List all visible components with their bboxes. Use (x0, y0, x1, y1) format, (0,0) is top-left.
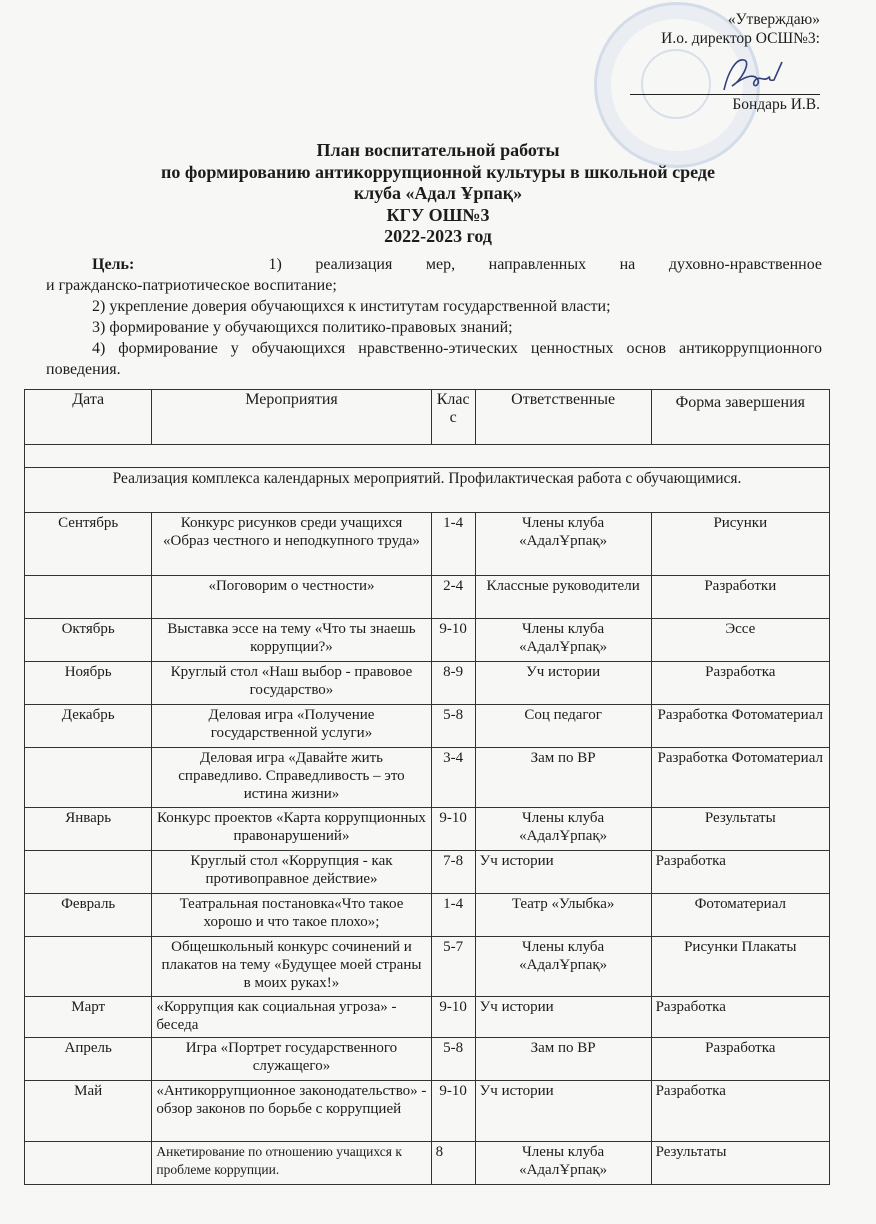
cell-date: Октябрь (25, 619, 152, 662)
cell-form: Разработка Фотоматериал (651, 705, 829, 748)
cell-event: «Антикоррупционное законодательство» - обзор законов по борьбе с коррупцией (152, 1081, 431, 1142)
cell-responsible: Уч истории (475, 662, 651, 705)
cell-class: 9-10 (431, 1081, 475, 1142)
cell-responsible: Члены клуба «АдалҰрпақ» (475, 808, 651, 851)
section-title: Реализация комплекса календарных мероприятий. Профилактическая работа с обучающимися. (25, 468, 830, 513)
table-row (25, 937, 830, 997)
cell-event: Игра «Портрет государственного служащего» (152, 1038, 431, 1081)
table-row (25, 705, 830, 748)
goal-1 (46, 254, 822, 275)
cell-event: Деловая игра «Давайте жить справедливо. Справедливость – это истина жизни» (152, 748, 431, 808)
cell-form: Разработка Фотоматериал (651, 748, 829, 808)
goals-label: Цель: (92, 256, 135, 273)
table-row (25, 1038, 830, 1081)
cell-responsible: Члены клуба «АдалҰрпақ» (475, 937, 651, 997)
cell-event: Театральная постановка«Что такое хорошо и что такое плохо»; (152, 894, 431, 937)
cell-form: Разработки (651, 576, 829, 619)
cell-class: 1-4 (431, 513, 475, 576)
cell-date: Январь (25, 808, 152, 851)
cell-class: 9-10 (431, 808, 475, 851)
header-responsible: Ответственные (475, 390, 651, 445)
cell-date (25, 576, 152, 619)
cell-date: Март (25, 997, 152, 1038)
approval-block (560, 10, 820, 114)
cell-event: Общешкольный конкурс сочинений и плакатов на тему «Будущее моей страны в моих руках!» (152, 937, 431, 997)
cell-responsible: Члены клуба «АдалҰрпақ» (475, 1142, 651, 1185)
cell-form: Результаты (651, 1142, 829, 1185)
cell-class: 1-4 (431, 894, 475, 937)
cell-class: 9-10 (431, 619, 475, 662)
cell-form: Разработка (651, 1081, 829, 1142)
cell-date (25, 937, 152, 997)
table-row (25, 748, 830, 808)
cell-responsible: Классные руководители (475, 576, 651, 619)
cell-responsible: Зам по ВР (475, 748, 651, 808)
table-row (25, 513, 830, 576)
table-row (25, 619, 830, 662)
cell-responsible: Члены клуба «АдалҰрпақ» (475, 619, 651, 662)
table-row (25, 576, 830, 619)
cell-form: Рисунки Плакаты (651, 937, 829, 997)
cell-class: 8-9 (431, 662, 475, 705)
cell-responsible: Театр «Улыбка» (475, 894, 651, 937)
header-date: Дата (25, 390, 152, 445)
signature-icon (714, 52, 784, 94)
goal-1-text: 1) реализация мер, направленных на духовно-нравственное (268, 256, 823, 273)
cell-event: Деловая игра «Получение государственной услуги» (152, 705, 431, 748)
cell-event: Конкурс рисунков среди учащихся «Образ честного и неподкупного труда» (152, 513, 431, 576)
cell-date (25, 851, 152, 894)
cell-responsible: Члены клуба «АдалҰрпақ» (475, 513, 651, 576)
cell-event: «Коррупция как социальная угроза» - беседа (152, 997, 431, 1038)
empty-row (25, 445, 830, 468)
table-row (25, 894, 830, 937)
cell-date: Декабрь (25, 705, 152, 748)
cell-event: Анкетирование по отношению учащихся к проблеме коррупции. (152, 1142, 431, 1185)
table-row (25, 808, 830, 851)
table-row (25, 997, 830, 1038)
table-row (25, 662, 830, 705)
cell-class: 9-10 (431, 997, 475, 1038)
section-row (25, 468, 830, 513)
document-title (0, 140, 876, 248)
goal-2: 2) укрепление доверия обучающихся к институтам государственной власти; (92, 298, 611, 315)
cell-date: Сентябрь (25, 513, 152, 576)
approval-position: И.о. директор ОСШ№3: (661, 30, 820, 47)
title-line-2: по формированию антикоррупционной культуры в школьной среде (161, 161, 715, 182)
header-form: Форма завершения (651, 390, 829, 445)
approval-label: «Утверждаю» (727, 11, 820, 28)
signature-line (630, 48, 820, 95)
plan-table (24, 389, 830, 1185)
cell-event: Круглый стол «Наш выбор - правовое государство» (152, 662, 431, 705)
table-row (25, 851, 830, 894)
empty-cell (25, 445, 830, 468)
cell-class: 5-8 (431, 705, 475, 748)
title-line-1: План воспитательной работы (316, 140, 560, 160)
title-line-3: клуба «Адал Ұрпақ» (353, 183, 523, 203)
cell-event: Круглый стол «Коррупция - как противоправное действие» (152, 851, 431, 894)
goal-4: 4) формирование у обучающихся нравственно-этических ценностных основ антикоррупционного поведения. (46, 340, 822, 378)
cell-date: Февраль (25, 894, 152, 937)
table-row (25, 1142, 830, 1185)
cell-form: Разработка (651, 997, 829, 1038)
table-row (25, 1081, 830, 1142)
cell-responsible: Зам по ВР (475, 1038, 651, 1081)
table-body (25, 513, 830, 1185)
cell-form: Фотоматериал (651, 894, 829, 937)
cell-date: Апрель (25, 1038, 152, 1081)
cell-date (25, 748, 152, 808)
cell-form: Эссе (651, 619, 829, 662)
cell-class: 5-8 (431, 1038, 475, 1081)
table-header-row (25, 390, 830, 445)
cell-event: «Поговорим о честности» (152, 576, 431, 619)
goal-3: 3) формирование у обучающихся политико-правовых знаний; (92, 319, 513, 336)
goals-section (46, 254, 822, 380)
cell-class: 3-4 (431, 748, 475, 808)
goal-1-cont: и гражданско-патриотическое воспитание; (46, 277, 337, 294)
cell-event: Конкурс проектов «Карта коррупционных правонарушений» (152, 808, 431, 851)
header-class: Класс (431, 390, 475, 445)
cell-responsible: Соц педагог (475, 705, 651, 748)
title-line-4: КГУ ОШ№3 (386, 204, 490, 225)
header-event: Мероприятия (152, 390, 431, 445)
cell-class: 8 (431, 1142, 475, 1185)
cell-class: 7-8 (431, 851, 475, 894)
cell-form: Результаты (651, 808, 829, 851)
cell-class: 2-4 (431, 576, 475, 619)
cell-form: Разработка (651, 662, 829, 705)
cell-responsible: Уч истории (475, 851, 651, 894)
cell-form: Рисунки (651, 513, 829, 576)
cell-responsible: Уч истории (475, 1081, 651, 1142)
cell-date: Ноябрь (25, 662, 152, 705)
title-line-5: 2022-2023 год (384, 226, 492, 246)
approval-signer: Бондарь И.В. (732, 96, 820, 113)
cell-date: Май (25, 1081, 152, 1142)
cell-form: Разработка (651, 1038, 829, 1081)
cell-form: Разработка (651, 851, 829, 894)
cell-responsible: Уч истории (475, 997, 651, 1038)
cell-date (25, 1142, 152, 1185)
cell-class: 5-7 (431, 937, 475, 997)
cell-event: Выставка эссе на тему «Что ты знаешь коррупции?» (152, 619, 431, 662)
